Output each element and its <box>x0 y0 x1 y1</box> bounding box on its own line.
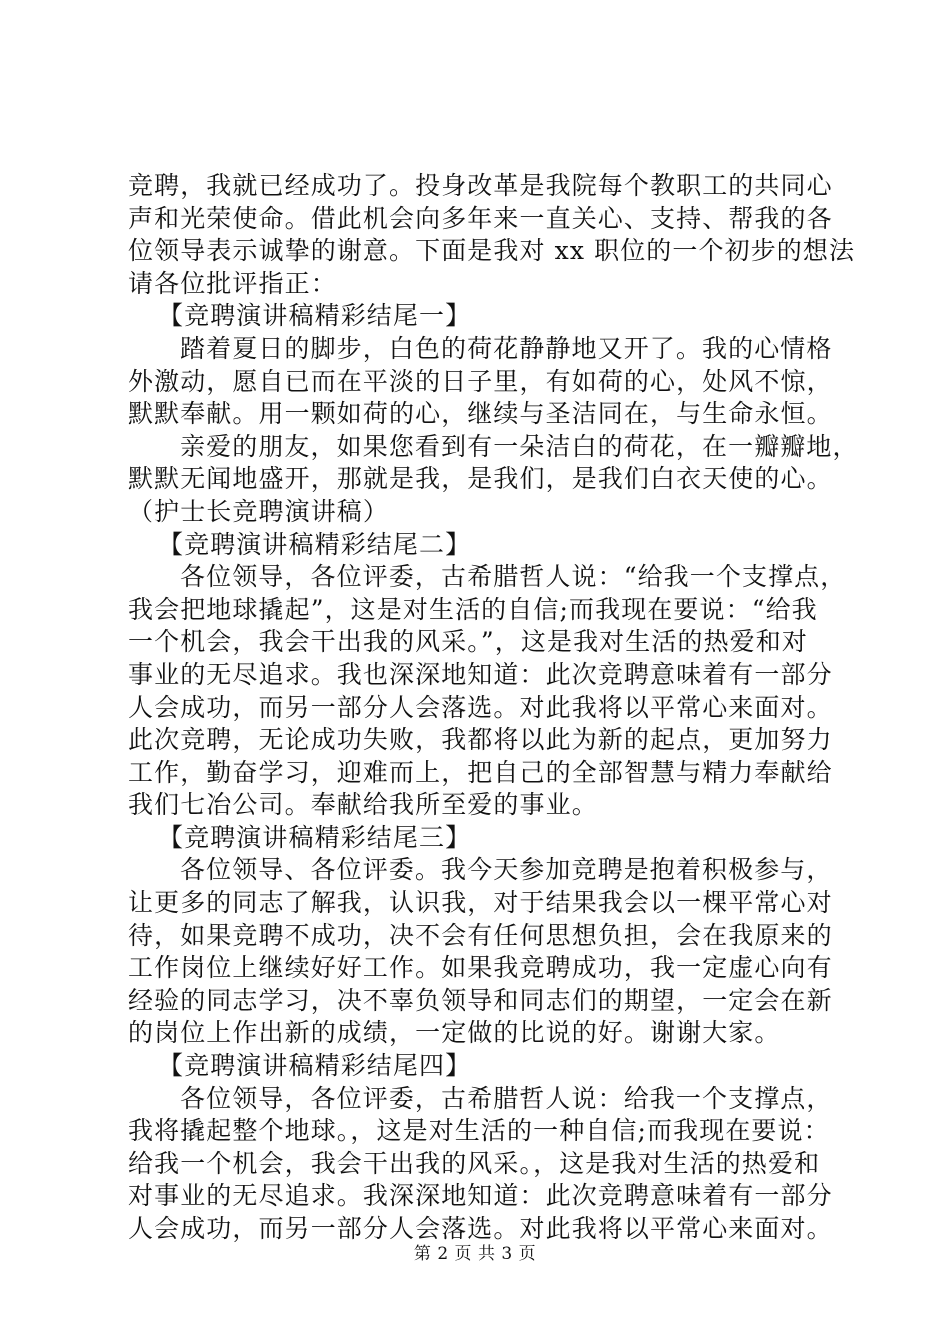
text-line: 事业的无尽追求。我也深深地知道：此次竞聘意味着有一部分 <box>128 659 833 689</box>
section-heading-4: 【竞聘演讲稿精彩结尾四】 <box>158 1051 472 1081</box>
text-line: 给我一个机会，我会干出我的风采。，这是我对生活的热爱和 <box>128 1148 821 1178</box>
page-number-label: 第 2 页 共 3 页 <box>413 1244 537 1264</box>
text-line: （护士长竞聘演讲稿） <box>128 496 390 526</box>
page-footer <box>0 1243 950 1265</box>
text-line: 外激动，愿自已而在平淡的日子里，有如荷的心，处风不惊， <box>128 366 833 396</box>
text-line: 声和光荣使命。借此机会向多年来一直关心、支持、帮我的各 <box>128 203 833 233</box>
text-line: 对事业的无尽追求。我深深地知道：此次竞聘意味着有一部分 <box>128 1181 833 1211</box>
document-body <box>128 170 859 1246</box>
paragraph-start: 亲爱的朋友，如果您看到有一朵洁白的荷花，在一瓣瓣地， <box>180 431 859 461</box>
text-line: 位领导表示诚挚的谢意。下面是我对 xx 职位的一个初步的想法 <box>128 236 856 266</box>
text-line: 我们七冶公司。奉献给我所至爱的事业。 <box>128 790 598 820</box>
text-line: 人会成功，而另一部分人会落选。对此我将以平常心来面对。 <box>128 692 833 722</box>
text-line: 让更多的同志了解我，认识我，对于结果我会以一棵平常心对 <box>128 888 833 918</box>
text-line: 我会把地球撬起”，这是对生活的自信;而我现在要说：“给我 <box>128 594 818 624</box>
paragraph-start: 踏着夏日的脚步，白色的荷花静静地又开了。我的心情格 <box>180 333 833 363</box>
text-line: 的岗位上作出新的成绩，一定做的比说的好。谢谢大家。 <box>128 1018 781 1048</box>
section-heading-1: 【竞聘演讲稿精彩结尾一】 <box>158 301 472 331</box>
text-line: 请各位批评指正： <box>128 268 337 298</box>
paragraph-start: 各位领导，各位评委，古希腊哲人说：“给我一个支撑点， <box>180 562 847 592</box>
text-line: 工作，勤奋学习，迎难而上，把自己的全部智慧与精力奉献给 <box>128 757 833 787</box>
text-line: 待，如果竞聘不成功，决不会有任何思想负担，会在我原来的 <box>128 920 833 950</box>
text-line: 竞聘，我就已经成功了。投身改革是我院每个教职工的共同心 <box>128 171 833 200</box>
text-line: 经验的同志学习，决不辜负领导和同志们的期望，一定会在新 <box>128 985 833 1015</box>
section-heading-3: 【竞聘演讲稿精彩结尾三】 <box>158 822 472 852</box>
text-line: 一个机会，我会干出我的风采。”，这是我对生活的热爱和对 <box>128 627 808 657</box>
text-line: 工作岗位上继续好好工作。如果我竞聘成功，我一定虚心向有 <box>128 953 833 983</box>
text-line: 默默无闻地盛开，那就是我，是我们，是我们白衣天使的心。 <box>128 464 833 494</box>
text-line: 人会成功，而另一部分人会落选。对此我将以平常心来面对。 <box>128 1214 833 1243</box>
section-heading-2: 【竞聘演讲稿精彩结尾二】 <box>158 529 472 559</box>
text-line: 此次竞聘，无论成功失败，我都将以此为新的起点，更加努力 <box>128 725 833 755</box>
paragraph-start: 各位领导，各位评委，古希腊哲人说：给我一个支撑点， <box>180 1083 833 1113</box>
text-line: 默默奉献。用一颗如荷的心，继续与圣洁同在，与生命永恒。 <box>128 399 833 429</box>
text-line: 我将撬起整个地球。，这是对生活的一种自信;而我现在要说： <box>128 1116 830 1146</box>
paragraph-start: 各位领导、各位评委。我今天参加竞聘是抱着积极参与， <box>180 855 833 885</box>
